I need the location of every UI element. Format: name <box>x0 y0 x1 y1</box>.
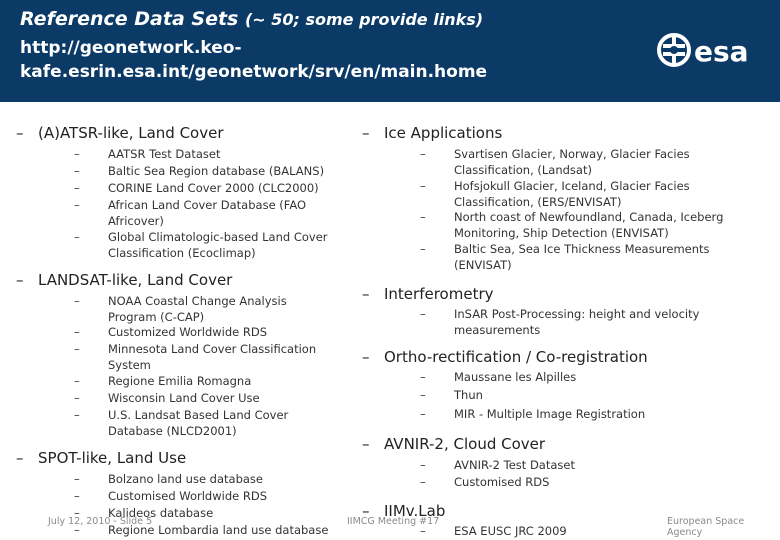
slide-title-main: Reference Data Sets <box>20 8 239 30</box>
footer-meeting: IIMCG Meeting #17 <box>347 516 440 527</box>
slide-title-paren: (~ 50; some provide links) <box>244 10 484 29</box>
left-item: – Kalideos database <box>74 506 214 520</box>
left-group-title: – (A)ATSR-like, Land Cover <box>16 124 224 142</box>
esa-logo-mark-icon <box>659 34 689 66</box>
slide-title <box>20 8 483 30</box>
url-line-2[interactable]: kafe.esrin.esa.int/geonetwork/srv/en/main.home <box>20 62 488 82</box>
left-item: – Minnesota Land Cover Classification System <box>74 342 317 372</box>
left-group-title: – SPOT-like, Land Use <box>16 449 187 467</box>
left-item: – Customised Worldwide RDS <box>74 489 268 503</box>
left-item: – Global Climatologic-based Land Cover Classification (Ecoclimap) <box>74 230 328 260</box>
right-item: – ESA EUSC JRC 2009 <box>420 524 567 538</box>
left-item: – Baltic Sea Region database (BALANS) <box>74 164 325 178</box>
left-item: – African Land Cover Database (FAO Africover) <box>74 198 307 228</box>
right-item: – Hofsjokull Glacier, Iceland, Glacier Facies Classification, (ERS/ENVISAT) <box>420 179 690 209</box>
left-item: – CORINE Land Cover 2000 (CLC2000) <box>74 181 319 195</box>
right-item: – Maussane les Alpilles <box>420 370 577 384</box>
right-group-title: – Ice Applications <box>362 124 503 142</box>
right-item: – AVNIR-2 Test Dataset <box>420 458 575 472</box>
header-banner <box>0 0 780 102</box>
esa-logo-text: esa <box>694 35 749 68</box>
right-group-title: – Interferometry <box>362 285 494 303</box>
footer-date-slide: July 12, 2010 - Slide 5 <box>48 516 153 527</box>
esa-logo <box>654 28 766 72</box>
right-item: – Svartisen Glacier, Norway, Glacier Facies Classification, (Landsat) <box>420 147 690 177</box>
right-item: – North coast of Newfoundland, Canada, Iceberg Monitoring, Ship Detection (ENVISAT) <box>420 210 724 240</box>
left-item: – Wisconsin Land Cover Use <box>74 391 260 405</box>
left-group-title: – LANDSAT-like, Land Cover <box>16 271 233 289</box>
right-item: – InSAR Post-Processing: height and velocity measurements <box>420 307 700 337</box>
right-item: – MIR - Multiple Image Registration <box>420 407 646 421</box>
left-item: – Customized Worldwide RDS <box>74 325 268 339</box>
footer-agency: European Space Agency <box>667 516 745 538</box>
left-item: – U.S. Landsat Based Land Cover Database (NLCD2001) <box>74 408 289 438</box>
left-item: – AATSR Test Dataset <box>74 147 221 161</box>
right-item: – Baltic Sea, Sea Ice Thickness Measurements (ENVISAT) <box>420 242 710 272</box>
right-item: – Customised RDS <box>420 475 550 489</box>
left-item: – NOAA Coastal Change Analysis Program (C-CAP) <box>74 294 287 324</box>
right-group-title: – AVNIR-2, Cloud Cover <box>362 435 546 453</box>
left-item: – Bolzano land use database <box>74 472 263 486</box>
right-group-title: – IIMv.Lab <box>362 502 446 520</box>
left-item: – Regione Lombardia land use database <box>74 523 329 537</box>
left-item: – Regione Emilia Romagna <box>74 374 252 388</box>
right-item: – Thun <box>420 388 483 402</box>
right-group-title: – Ortho-rectification / Co-registration <box>362 348 648 366</box>
url-line-1[interactable]: http://geonetwork.keo- <box>20 38 242 58</box>
